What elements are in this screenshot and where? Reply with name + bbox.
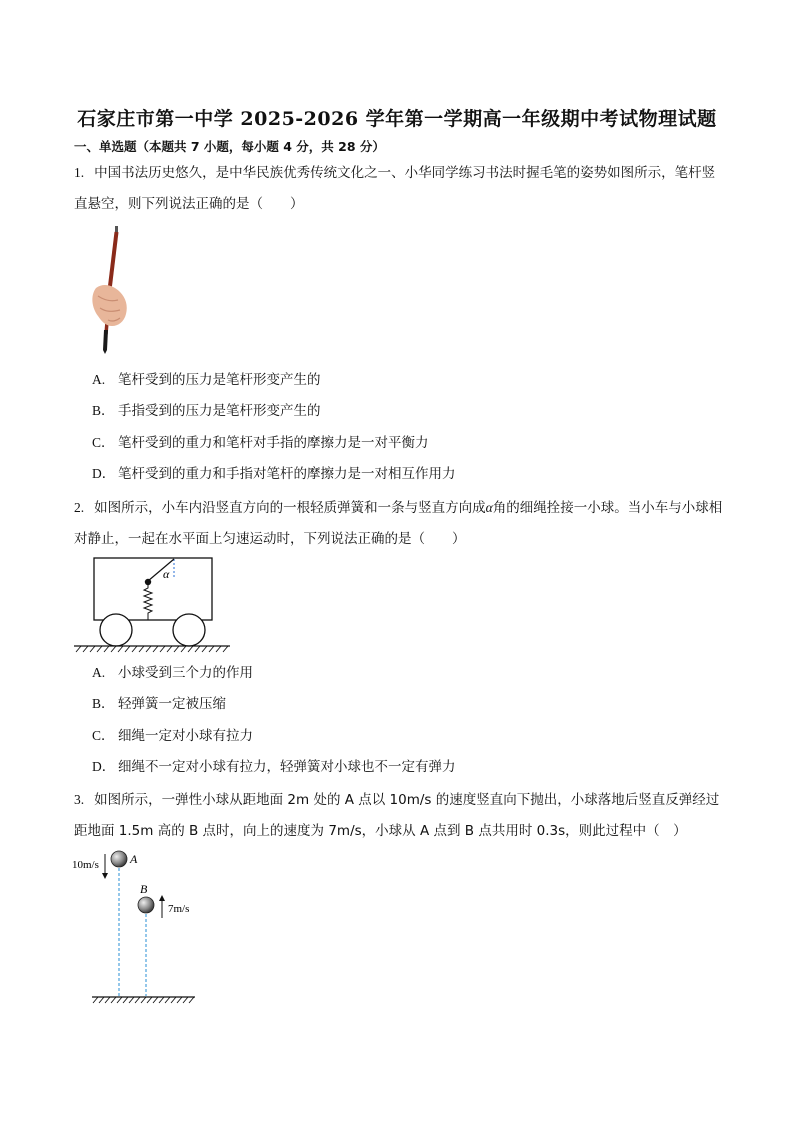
bouncing-ball-figure — [70, 846, 200, 1006]
section-heading: 一、单选题（本题共 7 小题，每小题 4 分，共 28 分） — [74, 139, 385, 154]
exam-title: 石家庄市第一中学 2025-2026 学年第一学期高一年级期中考试物理试题 — [77, 108, 717, 130]
point-a-label: A — [130, 852, 138, 866]
option-1a[interactable]: A. 笔杆受到的压力是笔杆形变产生的 — [92, 372, 321, 388]
cart-spring-figure — [72, 556, 232, 654]
question-stem-b: 角的细绳拴接一小球。当小车与小球相对静止，一起在水平面上匀速运动时，下列说法正确的是（ ） — [74, 500, 723, 547]
option-2c[interactable]: C． 细绳一定对小球有拉力 — [92, 728, 253, 744]
option-2a[interactable]: A. 小球受到三个力的作用 — [92, 665, 253, 681]
question-stem: 如图所示，一弹性小球从距地面 2m 处的 A 点以 10m/s 的速度竖直向下抛出，小球落地后竖直反弹经过距地面 1.5m 高的 B 点时，向上的速度为 7m/s，小球从 A 点到 B 点共用时 0.3s，则此过程中（ ） — [74, 792, 720, 839]
option-1d[interactable]: D． 笔杆受到的重力和手指对笔杆的摩擦力是一对相互作用力 — [92, 466, 456, 482]
alpha-label: α — [163, 567, 170, 581]
question-stem: 中国书法历史悠久，是中华民族优秀传统文化之一、小华同学练习书法时握毛笔的姿势如图所示，笔杆竖直悬空，则下列说法正确的是（ ） — [74, 165, 716, 212]
question-number: 3. — [74, 792, 85, 807]
option-1c[interactable]: C． 笔杆受到的重力和笔杆对手指的摩擦力是一对平衡力 — [92, 435, 429, 451]
question-1 — [74, 157, 724, 220]
point-b-label: B — [140, 882, 148, 896]
brush-hand-figure — [88, 226, 138, 356]
option-2b[interactable]: B． 轻弹簧一定被压缩 — [92, 696, 226, 712]
alpha-symbol: α — [485, 500, 493, 515]
question-3 — [74, 784, 724, 847]
velocity-a-label: 10m/s — [72, 859, 99, 871]
question-number: 2. — [74, 500, 85, 515]
option-1b[interactable]: B． 手指受到的压力是笔杆形变产生的 — [92, 403, 321, 419]
question-2 — [74, 492, 724, 555]
velocity-b-label: 7m/s — [168, 903, 190, 915]
option-2d[interactable]: D． 细绳不一定对小球有拉力，轻弹簧对小球也不一定有弹力 — [92, 759, 456, 775]
question-number: 1. — [74, 165, 85, 180]
question-stem-a: 如图所示，小车内沿竖直方向的一根轻质弹簧和一条与竖直方向成 — [94, 500, 486, 516]
